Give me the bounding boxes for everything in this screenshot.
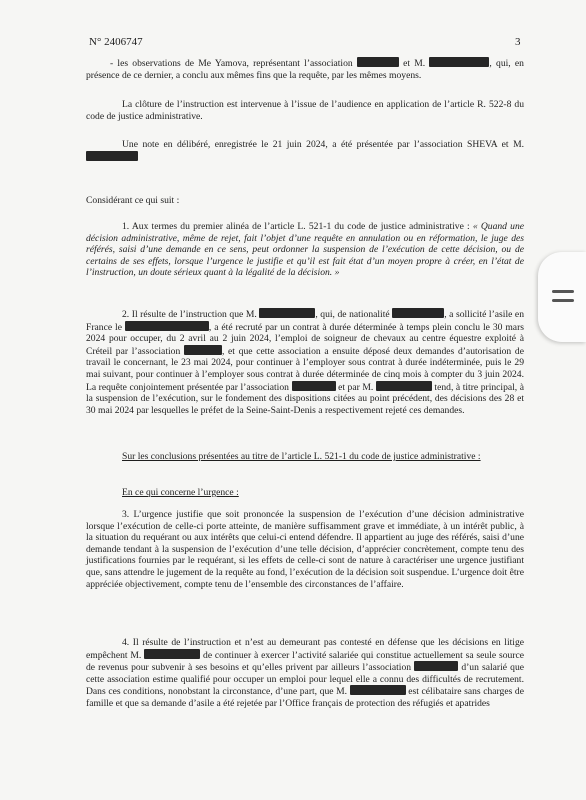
paragraph-observations	[86, 57, 524, 81]
text-segment: 4. Il résulte de l’instruction et n’est au demeurant pas contesté en défense que les décisions en litige empêchent M.	[86, 637, 524, 661]
text-segment: 1. Aux termes du premier alinéa de l’article L. 521-1 du code de justice administrative :	[122, 221, 470, 232]
text-segment: d’un salarié que cette association estime qualifié pour occuper un emploi pour lequel elle a connu des difficultés de recrutement. Dans ces conditions, nonobstant la circonstance, d’une part, que M.	[86, 662, 525, 698]
paragraph-note-deliberee	[86, 139, 524, 163]
redaction-block	[414, 661, 458, 671]
heading-conclusions: Sur les conclusions présentées au titre de l’article L. 521-1 du code de justice administrative :	[122, 451, 481, 462]
quoted-article: « Quand une décision administrative, même de rejet, fait l’objet d’une requête en annulation ou en réformation, le juge des référés, saisi d’une demande en ce sens, peut ordonner la suspension de l’exécution de cette décision, ou de certains de ses effets, lorsque l’urgence le justifie et qu’il est fait état d’un moyen propre à créer, en l’état de l’instruction, un doute sérieux quant à la légalité de la décision. »	[86, 221, 525, 279]
redaction-block	[292, 381, 336, 391]
text-segment: et M.	[403, 58, 426, 69]
text-segment: tend, à titre principal, à la suspension de l’exécution, sur le fondement des dispositions citées au point précédent, des décisions des 28 et 30 mai 2024 par lesquelles le préfet de la Seine-Saint-Denis a respectivement rejeté ces demandes.	[86, 381, 525, 416]
text-segment: - les observations de Me Yamova, représentant l’association	[110, 58, 353, 69]
redaction-block	[350, 685, 406, 695]
paragraph-cloture: La clôture de l’instruction est intervenue à l’issue de l’audience en application de l’article R. 522-8 du code de justice administrative.	[86, 99, 524, 122]
text-segment: , a sollicité l’asile en France le	[86, 309, 524, 333]
paragraph-4	[86, 637, 524, 710]
text-segment: Une note en délibéré, enregistrée le 21 juin 2024, a été présentée par l’association SHEVA et M.	[122, 139, 524, 150]
heading-urgence: En ce qui concerne l’urgence :	[122, 487, 239, 498]
text-segment: 2. Il résulte de l’instruction que M.	[122, 309, 257, 320]
text-segment: , qui, de nationalité	[315, 309, 390, 320]
paragraph-1	[86, 221, 524, 279]
case-number: N° 2406747	[89, 36, 143, 48]
redaction-block	[357, 57, 399, 67]
redaction-block	[376, 381, 432, 391]
scroll-handle[interactable]	[538, 252, 586, 342]
text-segment: , qui, en présence de ce dernier, a conclu aux mêmes fins que la requête, par les mêmes moyens.	[86, 58, 524, 81]
page-number: 3	[515, 36, 521, 48]
text-segment: , et que cette association a ensuite déposé deux demandes d’autorisation de travail le concernant, le 23 mai 2024, pour continuer à l’employer sous contrat à durée indéterminée, puis le 29 mai suivant, pour continuer à l’employer sous contrat à durée déterminée de cinq mois à compter du 3 juin 2024. La requête conjointement présentée par l’association	[86, 345, 524, 393]
grip-line-icon	[552, 290, 574, 293]
text-segment: de continuer à exercer l’activité salariée qui constitue actuellement sa seule source de revenus pour subvenir à ses besoins et qu’elles privent par ailleurs l’association	[86, 649, 524, 674]
paragraph-2	[86, 308, 524, 416]
redaction-block	[392, 308, 444, 318]
redaction-block	[86, 151, 138, 161]
redaction-block	[259, 308, 315, 318]
text-segment: , a été recruté par un contrat à durée déterminée à temps plein conclu le 30 mars 2024 pour occuper, du 2 avril au 2 juin 2024, l’emploi de soigneur de chevaux au centre équestre exploité à Créteil par l’association	[86, 321, 524, 357]
paragraph-3: 3. L’urgence justifie que soit prononcée la suspension de l’exécution d’une décision administrative lorsque l’exécution de celle-ci porte atteinte, de manière suffisamment grave et immédiate, à un intérêt public, à la situation du requérant ou aux intérêts que celui-ci entend défendre. Il appartient au juge des référés, saisi d’une demande tendant à la suspension de l’exécution d’une telle décision, d’apprécier concrètement, compte tenu des justifications fournies par le requérant, si les effets de celle-ci sont de nature à caractériser une urgence justifiant que, sans attendre le jugement de la requête au fond, l’exécution de la décision soit suspendue. L’urgence doit être appréciée objectivement, compte tenu de l’ensemble des circonstances de l’affaire.	[86, 509, 524, 590]
redaction-block	[125, 321, 209, 331]
redaction-block	[184, 345, 222, 355]
text-segment: est célibataire sans charges de famille et que sa demande d’asile a été rejetée par l’Office français de protection des réfugiés et apatrides	[86, 686, 524, 709]
redaction-block	[429, 57, 489, 67]
text-segment: et par M.	[338, 381, 374, 393]
grip-line-icon	[552, 299, 574, 302]
considerant-heading: Considérant ce qui suit :	[86, 195, 180, 206]
redaction-block	[144, 649, 200, 659]
